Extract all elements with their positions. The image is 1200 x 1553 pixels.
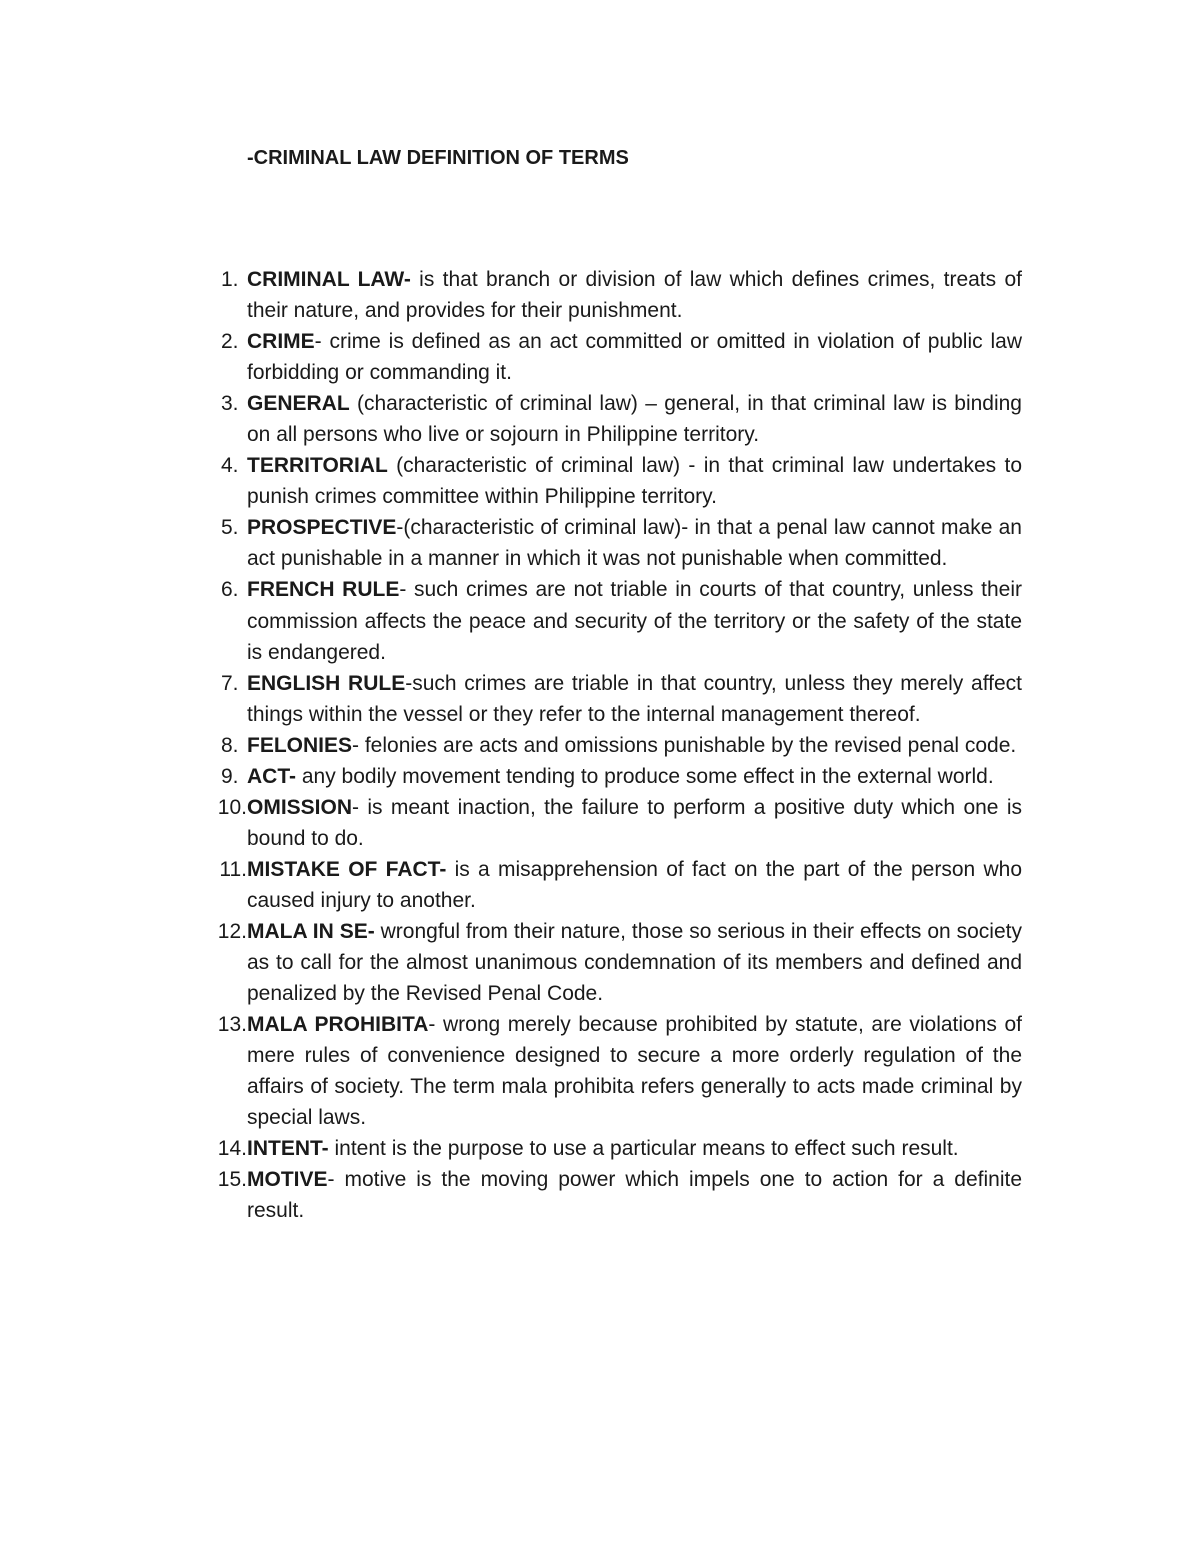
term-label: MISTAKE OF FACT- xyxy=(247,857,447,881)
item-number: 9. xyxy=(221,764,239,788)
list-item xyxy=(208,854,1022,916)
term-definition: - motive is the moving power which impels one to action for a definite result. xyxy=(247,1168,1022,1223)
list-item xyxy=(208,574,1022,667)
item-text xyxy=(247,264,1022,326)
list-item xyxy=(208,1009,1022,1133)
item-text xyxy=(247,668,1022,730)
item-number: 6. xyxy=(221,578,239,602)
list-item xyxy=(208,668,1022,730)
term-definition: - felonies are acts and omissions punishable by the revised penal code. xyxy=(352,733,1017,757)
item-number: 1. xyxy=(221,268,239,291)
term-label: FELONIES xyxy=(247,733,353,757)
item-text xyxy=(247,792,1022,854)
list-item xyxy=(208,916,1022,1009)
list-item xyxy=(208,388,1022,450)
list-item xyxy=(208,264,1022,326)
item-text xyxy=(247,854,1022,916)
term-label: ENGLISH RULE xyxy=(247,671,406,695)
item-number: 15. xyxy=(217,1168,247,1192)
item-number: 7. xyxy=(221,671,239,695)
item-text xyxy=(247,1133,1022,1164)
list-item xyxy=(208,1164,1022,1226)
item-number: 4. xyxy=(221,454,239,478)
item-text xyxy=(247,574,1022,667)
term-definition: (characteristic of criminal law) – general, in that criminal law is binding on all persons who live or sojourn in Philippine territory. xyxy=(247,392,1022,447)
term-label: OMISSION xyxy=(247,795,353,819)
term-definition: (characteristic of criminal law) - in that criminal law undertakes to punish crimes committee within Philippine territory. xyxy=(247,454,1022,509)
item-number: 14. xyxy=(217,1137,247,1161)
term-label: CRIMINAL LAW- xyxy=(247,268,411,291)
term-label: INTENT- xyxy=(247,1137,329,1161)
term-label: TERRITORIAL xyxy=(247,454,388,478)
term-label: PROSPECTIVE xyxy=(247,516,397,540)
item-number: 13. xyxy=(217,1013,247,1037)
item-number: 5. xyxy=(221,516,239,540)
list-item xyxy=(208,730,1022,761)
term-definition: is a misapprehension of fact on the part of the person who caused injury to another. xyxy=(247,857,1022,912)
item-number: 12. xyxy=(217,919,247,943)
term-label: CRIME xyxy=(247,330,315,354)
term-definition: - such crimes are not triable in courts of that country, unless their commission affects the peace and security of the territory or the safety of the state is endangered. xyxy=(247,578,1022,664)
term-definition: - wrong merely because prohibited by statute, are violations of mere rules of convenience designed to secure a more orderly regulation of the affairs of society. The term mala prohibita refers generally to acts made criminal by special laws. xyxy=(247,1013,1022,1130)
item-number: 10. xyxy=(217,795,247,819)
term-label: MOTIVE xyxy=(247,1168,328,1192)
list-item xyxy=(208,792,1022,854)
term-definition: - is meant inaction, the failure to perform a positive duty which one is bound to do. xyxy=(247,795,1022,850)
term-label: MALA IN SE- xyxy=(247,919,375,943)
list-item xyxy=(208,450,1022,512)
item-text xyxy=(247,761,1022,792)
item-text xyxy=(247,916,1022,1009)
item-text xyxy=(247,1009,1022,1133)
term-definition: is that branch or division of law which defines crimes, treats of their nature, and provides for their punishment. xyxy=(247,268,1022,323)
document-title: -CRIMINAL LAW DEFINITION OF TERMS xyxy=(247,147,629,169)
list-item xyxy=(208,1133,1022,1164)
term-label: ACT- xyxy=(247,764,296,788)
term-label: FRENCH RULE xyxy=(247,578,400,602)
list-item xyxy=(208,512,1022,574)
definitions-list xyxy=(208,264,1022,1226)
term-label: MALA PROHIBITA xyxy=(247,1013,429,1037)
item-text xyxy=(247,512,1022,574)
term-definition: intent is the purpose to use a particular means to effect such result. xyxy=(328,1137,959,1161)
list-item xyxy=(208,761,1022,792)
item-number: 2. xyxy=(221,330,239,354)
item-number: 11. xyxy=(219,857,247,881)
term-definition: wrongful from their nature, those so serious in their effects on society as to call for the almost unanimous condemnation of its members and defined and penalized by the Revised Penal Code. xyxy=(247,919,1022,1006)
term-definition: -(characteristic of criminal law)- in that a penal law cannot make an act punishable in a manner in which it was not punishable when committed. xyxy=(247,516,1022,571)
item-text xyxy=(247,730,1022,761)
item-text xyxy=(247,450,1022,512)
item-text xyxy=(247,388,1022,450)
item-text xyxy=(247,1164,1022,1226)
term-definition: - crime is defined as an act committed or omitted in violation of public law forbidding or commanding it. xyxy=(247,330,1022,385)
item-text xyxy=(247,326,1022,388)
item-number: 3. xyxy=(221,392,239,416)
list-item xyxy=(208,326,1022,388)
term-label: GENERAL xyxy=(247,392,350,416)
term-definition: any bodily movement tending to produce some effect in the external world. xyxy=(296,764,994,788)
term-definition: -such crimes are triable in that country, unless they merely affect things within the vessel or they refer to the internal management thereof. xyxy=(247,671,1023,726)
item-number: 8. xyxy=(221,733,239,757)
